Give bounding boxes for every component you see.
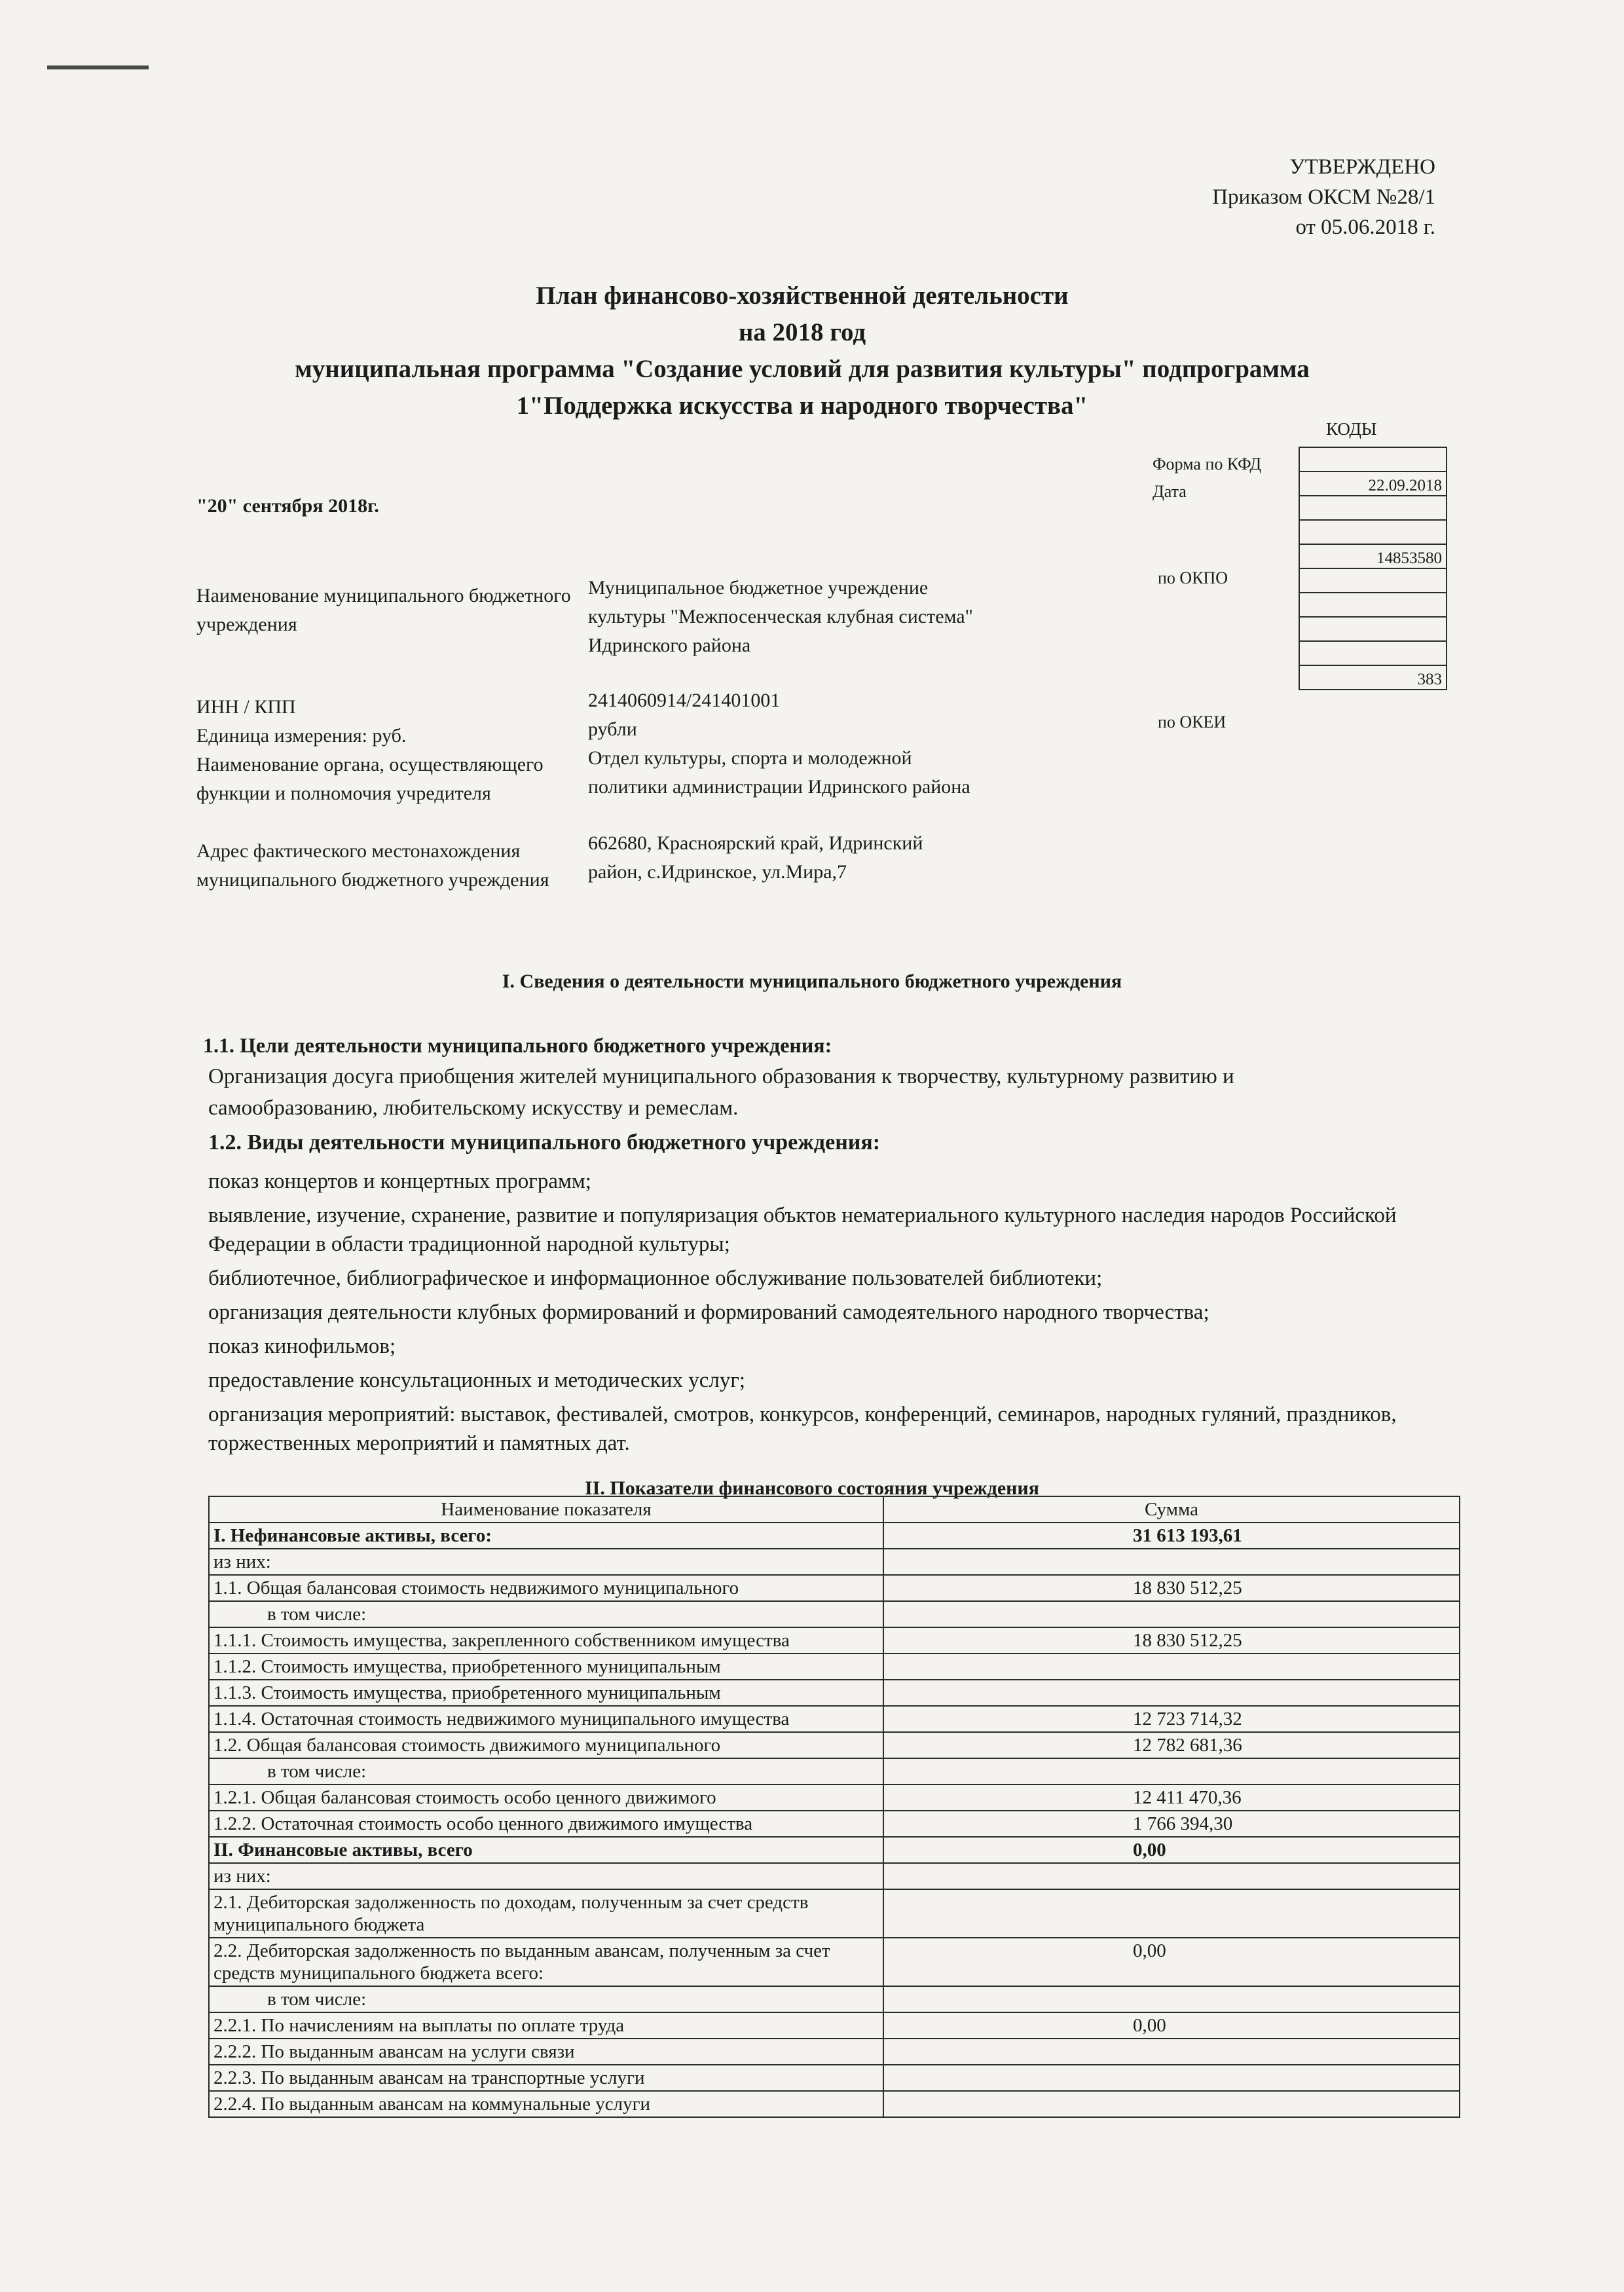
table-row [209,1627,1460,1654]
code-cell-empty [1299,641,1447,665]
date-code-label: Дата [1153,482,1187,501]
row-name: II. Финансовые активы, всего [209,1837,883,1863]
approval-line-3: от 05.06.2018 г. [1295,215,1435,239]
table-row [209,1889,1460,1938]
title-line-4: 1"Поддержка искусства и народного творчества" [516,392,1088,420]
column-header-name: Наименование показателя [209,1496,883,1523]
table-row [209,2065,1460,2091]
financial-indicators-table [208,1496,1460,2118]
row-sum: 18 830 512,25 [883,1575,1460,1601]
document-date: "20" сентября 2018г. [196,495,379,517]
document-title [0,278,1624,424]
row-name: 2.2.2. По выданным авансам на услуги связи [209,2039,883,2065]
row-name: в том числе: [209,1758,883,1784]
row-name: 1.2. Общая балансовая стоимость движимого муниципального [209,1732,883,1758]
table-row [209,1784,1460,1811]
row-sum: 0,00 [883,2012,1460,2039]
row-name: 2.2. Дебиторская задолженность по выданным авансам, полученным за счет средств муниципального бюджета всего: [209,1938,883,1986]
activity-item: показ концертов и концертных программ; [208,1170,591,1193]
table-row [209,1863,1460,1889]
founder-value: Отдел культуры, спорта и молодежной политики администрации Идринского района [588,747,970,798]
activities-list [208,1167,1400,1463]
okpo-label: по ОКПО [1158,568,1228,587]
row-name: 2.2.3. По выданным авансам на транспортные услуги [209,2065,883,2091]
code-cell-form [1299,447,1447,471]
row-name: 1.1.2. Стоимость имущества, приобретенного муниципальным [209,1654,883,1680]
institution-name-label: Наименование муниципального бюджетного учреждения [196,585,571,635]
code-cell-okpo: 14853580 [1299,544,1447,568]
row-sum [883,2091,1460,2117]
row-name: 1.1.4. Остаточная стоимость недвижимого муниципального имущества [209,1706,883,1732]
code-cell-empty [1299,520,1447,544]
table-row [209,1680,1460,1706]
table-row [209,1549,1460,1575]
row-sum [883,2065,1460,2091]
address-label: Адрес фактического местонахождения муниципального бюджетного учреждения [196,840,549,891]
code-cell-date: 22.09.2018 [1299,471,1447,496]
code-cell-empty [1299,496,1447,520]
approval-line-1: УТВЕРЖДЕНО [1289,155,1435,179]
table-row [209,1837,1460,1863]
institution-name-value: Муниципальное бюджетное учреждение культуры "Межпосенческая клубная система" Идринского района [588,577,973,656]
staple-mark [47,65,149,69]
table-row [209,1575,1460,1601]
row-sum: 0,00 [883,1837,1460,1863]
column-header-sum: Сумма [883,1496,1460,1523]
table-row [209,2039,1460,2065]
row-name: 1.2.2. Остаточная стоимость особо ценного движимого имущества [209,1811,883,1837]
row-sum: 18 830 512,25 [883,1627,1460,1654]
row-sum: 0,00 [883,1938,1460,1986]
row-sum [883,1654,1460,1680]
table-row [209,2012,1460,2039]
title-line-2: на 2018 год [738,318,866,346]
row-sum [883,1863,1460,1889]
inn-value: 2414060914/241401001 [588,690,781,711]
codes-table [1299,447,1447,690]
activity-item: выявление, изучение, схранение, развитие и популяризация объктов нематериального культурного наследия народов Российской Федерации в области традиционной народной культуры; [208,1204,1397,1256]
table-row [209,1758,1460,1784]
address-value: 662680, Красноярский край, Идринский район, с.Идринское, ул.Мира,7 [588,832,923,883]
row-name: 2.2.4. По выданным авансам на коммунальные услуги [209,2091,883,2117]
row-sum: 12 782 681,36 [883,1732,1460,1758]
table-row [209,1706,1460,1732]
code-cell-okei: 383 [1299,665,1447,690]
row-name: 2.1. Дебиторская задолженность по доходам, полученным за счет средств муниципального бюджета [209,1889,883,1938]
row-sum: 12 411 470,36 [883,1784,1460,1811]
row-sum: 12 723 714,32 [883,1706,1460,1732]
row-name: 1.2.1. Общая балансовая стоимость особо ценного движимого [209,1784,883,1811]
row-name: 2.2.1. По начислениям на выплаты по оплате труда [209,2012,883,2039]
activities-heading: 1.2. Виды деятельности муниципального бюджетного учреждения: [208,1130,881,1155]
row-name: из них: [209,1549,883,1575]
table-row [209,1986,1460,2012]
row-name: в том числе: [209,1986,883,2012]
table-row [209,1601,1460,1627]
activity-item: библиотечное, библиографическое и информационное обслуживание пользователей библиотеки; [208,1266,1103,1290]
title-line-3: муниципальная программа "Создание условий для развития культуры" подпрограмма [295,355,1310,383]
approval-line-2: Приказом ОКСМ №28/1 [1212,185,1435,209]
row-sum [883,1549,1460,1575]
row-sum [883,1986,1460,2012]
code-cell-empty [1299,617,1447,641]
row-sum [883,1889,1460,1938]
codes-header: КОДЫ [1326,419,1377,439]
table-row [209,1654,1460,1680]
form-kfd-label: Форма по КФД [1153,454,1262,473]
row-name: из них: [209,1863,883,1889]
activity-item: предоставление консультационных и методических услуг; [208,1369,746,1392]
table-row [209,1523,1460,1549]
section-2-title: II. Показатели финансового состояния учреждения [585,1477,1039,1499]
row-sum: 1 766 394,30 [883,1811,1460,1837]
row-name: 1.1.3. Стоимость имущества, приобретенного муниципальным [209,1680,883,1706]
table-row [209,2091,1460,2117]
row-name: в том числе: [209,1601,883,1627]
code-cell-empty [1299,568,1447,593]
table-row [209,1811,1460,1837]
activity-item: организация деятельности клубных формирований и формирований самодеятельного народного творчества; [208,1301,1209,1324]
table-header-row [209,1496,1460,1523]
table-row [209,1732,1460,1758]
okei-label: по ОКЕИ [1158,712,1227,731]
row-sum: 31 613 193,61 [883,1523,1460,1549]
table-row [209,1938,1460,1986]
activity-item: показ кинофильмов; [208,1335,396,1358]
section-1-title: I. Сведения о деятельности муниципального бюджетного учреждения [502,970,1122,992]
row-sum [883,1758,1460,1784]
inn-label: ИНН / КПП [196,696,296,718]
code-cell-empty [1299,593,1447,617]
row-sum [883,2039,1460,2065]
unit-label: Единица измерения: руб. [196,725,407,747]
goals-heading: 1.1. Цели деятельности муниципального бюджетного учреждения: [203,1033,832,1057]
goals-text: Организация досуга приобщения жителей муниципального образования к творчеству, культурному развитию и самообразованию, любительскому искусству и ремеслам. [208,1065,1234,1120]
row-sum [883,1601,1460,1627]
row-name: I. Нефинансовые активы, всего: [209,1523,883,1549]
row-name: 1.1. Общая балансовая стоимость недвижимого муниципального [209,1575,883,1601]
unit-value: рубли [588,718,637,740]
activity-item: организация мероприятий: выставок, фестивалей, смотров, конкурсов, конференций, семинаров, народных гуляний, праздников, торжественных мероприятий и памятных дат. [208,1403,1397,1455]
row-name: 1.1.1. Стоимость имущества, закрепленного собственником имущества [209,1627,883,1654]
row-sum [883,1680,1460,1706]
title-line-1: План финансово-хозяйственной деятельности [536,282,1069,310]
approval-stamp [1212,152,1435,242]
founder-label: Наименование органа, осуществляющего функции и полномочия учредителя [196,754,544,804]
